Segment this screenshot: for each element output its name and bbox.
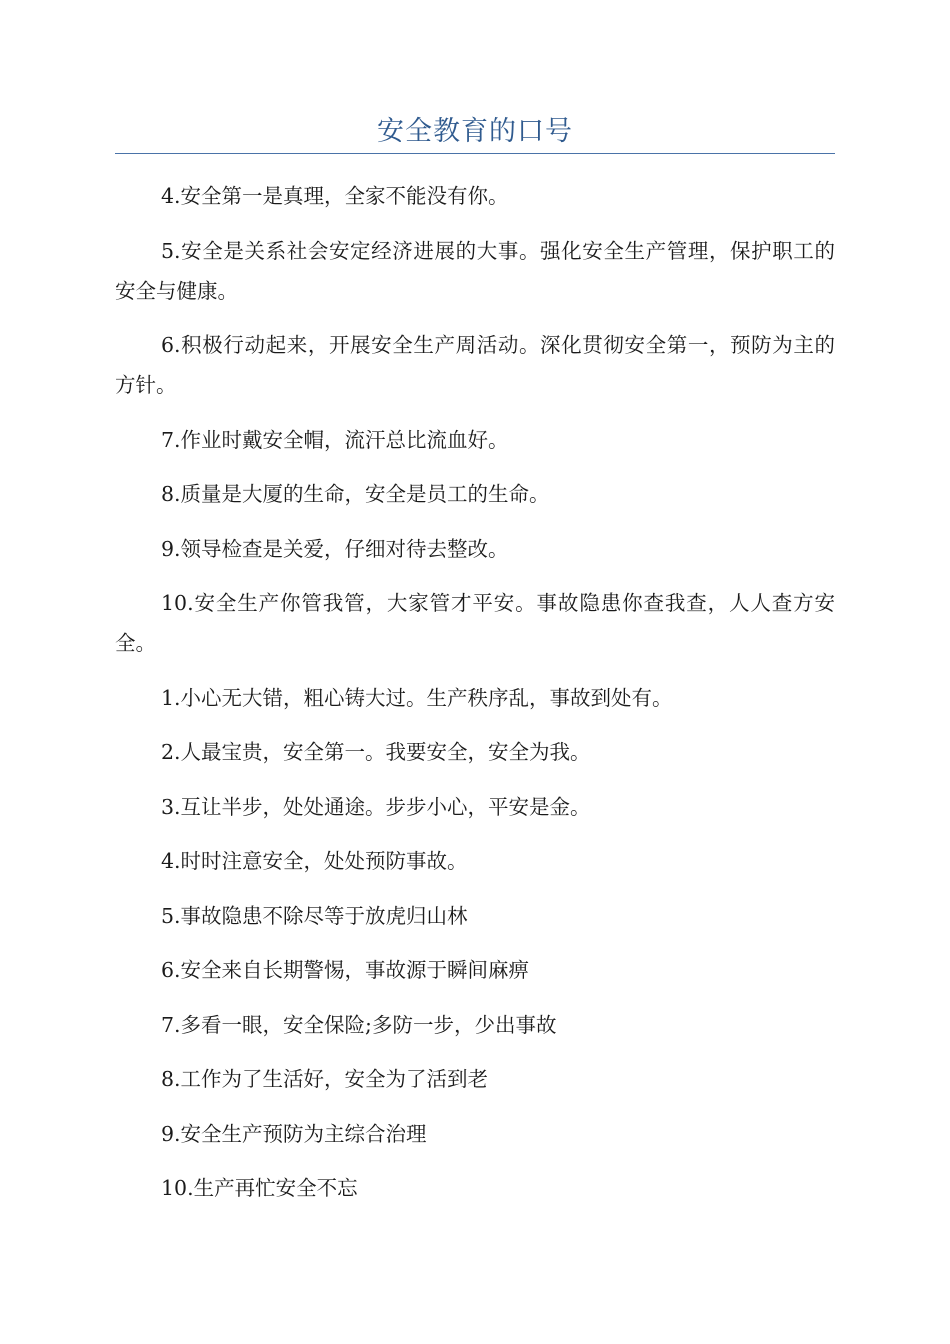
slogan-paragraph: 10.安全生产你管我管，大家管才平安。事故隐患你查我查，人人查方安全。 <box>115 591 835 655</box>
slogan-paragraph: 8.工作为了生活好，安全为了活到老 <box>161 1067 489 1091</box>
slogan-paragraph: 9.安全生产预防为主综合治理 <box>161 1121 427 1146</box>
slogan-paragraph: 5.安全是关系社会安定经济进展的大事。强化安全生产管理，保护职工的安全与健康。 <box>115 238 835 303</box>
slogan-paragraph: 4.时时注意安全，处处预防事故。 <box>161 849 468 873</box>
slogan-paragraph: 3.互让半步，处处通途。步步小心，平安是金。 <box>161 794 591 819</box>
document-title: 安全教育的口号 <box>377 116 573 147</box>
title-underline <box>115 153 835 154</box>
slogan-paragraph: 6.安全来自长期警惕，事故源于瞬间麻痹 <box>161 958 530 982</box>
slogan-paragraph: 2.人最宝贵，安全第一。我要安全，安全为我。 <box>161 740 591 764</box>
slogan-paragraph: 5.事故隐患不除尽等于放虎归山林 <box>161 903 468 928</box>
slogan-paragraph: 7.作业时戴安全帽，流汗总比流血好。 <box>161 427 509 452</box>
slogan-paragraph: 8.质量是大厦的生命，安全是员工的生命。 <box>161 482 550 506</box>
slogan-paragraph: 9.领导检查是关爱，仔细对待去整改。 <box>161 536 509 561</box>
slogan-paragraph: 1.小心无大错，粗心铸大过。生产秩序乱，事故到处有。 <box>161 685 673 710</box>
slogan-paragraph: 7.多看一眼，安全保险;多防一步，少出事故 <box>161 1012 557 1037</box>
slogan-paragraph: 4.安全第一是真理，全家不能没有你。 <box>161 184 509 208</box>
document-body <box>115 176 835 1223</box>
slogan-paragraph: 6.积极行动起来，开展安全生产周活动。深化贯彻安全第一，预防为主的方针。 <box>115 333 835 397</box>
slogan-paragraph: 10.生产再忙安全不忘 <box>161 1176 358 1200</box>
